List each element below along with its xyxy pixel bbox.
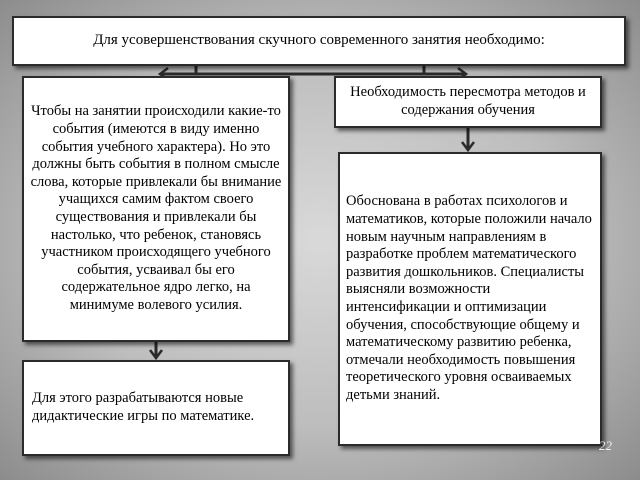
revision-box	[334, 76, 602, 128]
games-box	[22, 360, 290, 456]
revision-text: Необходимость пересмотра методов и содержания обучения	[350, 84, 586, 118]
games-text: Для этого разрабатываются новые дидактические игры по математике.	[32, 390, 255, 424]
header-box	[12, 16, 626, 66]
header-text: Для усовершенствования скучного современного занятия необходимо:	[93, 32, 545, 49]
research-text: Обоснована в работах психологов и математиков, которые положили начало новым научным направлениям в разработке проблем математического развития дошкольников. Специалисты выясняли возможности интенсификации и оптимизации обучения, способствующие общему и математическому развитию ребенка, отмечали необходимость повышения теоретического уровня осваиваемых детьми знаний.	[346, 193, 592, 403]
events-box	[22, 76, 290, 342]
page-number: 22	[599, 438, 612, 453]
events-text: Чтобы на занятии происходили какие-то события (имеются в виду именно события учебного характера). Но это должны быть события в полном смысле слова, которые привлекали бы внимание учащихся самим фактом своего существования и привлекали бы настолько, что ребенок, становясь участником происходящего учебного события, усваивал бы его содержательное ядро легко, на минимуме волевого усилия.	[30, 103, 282, 313]
research-box	[338, 152, 602, 446]
